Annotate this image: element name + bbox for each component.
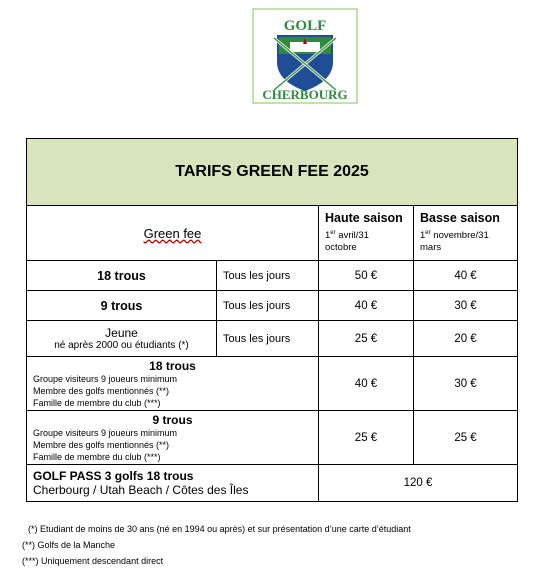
golf-pass-sub: Cherbourg / Utah Beach / Côtes des Îles [33, 483, 249, 497]
group-line: Membre des golfs mentionnés (**) [33, 439, 170, 450]
group-title: 9 trous [152, 412, 193, 427]
basse-saison-label: Basse saison [420, 211, 500, 225]
logo-top-text: GOLF [283, 18, 327, 34]
table-row [27, 261, 518, 291]
haute-saison-label: Haute saison [325, 211, 403, 225]
group-label [27, 411, 319, 465]
group-line: Membre des golfs mentionnés (**) [33, 385, 170, 396]
footnote-golfs: (**) Golfs de la Manche [22, 540, 116, 550]
jeune-sub: né après 2000 ou étudiants (*) [54, 340, 189, 351]
basse-saison-header [414, 206, 518, 261]
haute-price: 25 € [319, 411, 414, 465]
table-row [27, 357, 518, 411]
green-fee-label: Green fee [143, 225, 202, 241]
footnote-student: (*) Etudiant de moins de 30 ans (né en 1994 ou après) et sur présentation d’une carte d’étudiant [28, 524, 411, 534]
group-label [27, 357, 319, 411]
table-row [27, 465, 518, 502]
row-label: 18 trous [27, 261, 217, 291]
basse-price: 30 € [414, 291, 518, 321]
haute-price: 25 € [319, 321, 414, 357]
golf-pass-title: GOLF PASS 3 golfs 18 trous [33, 469, 194, 483]
row-label: 9 trous [27, 291, 217, 321]
haute-price: 40 € [319, 291, 414, 321]
group-line: Famille de membre du club (***) [33, 451, 161, 462]
row-days: Tous les jours [217, 261, 319, 291]
haute-saison-header [319, 206, 414, 261]
haute-price: 40 € [319, 357, 414, 411]
logo-bottom-text: CHERBOURG [262, 87, 348, 102]
table-row [27, 291, 518, 321]
footnotes [22, 521, 411, 569]
group-line: Famille de membre du club (***) [33, 397, 161, 408]
basse-price: 25 € [414, 411, 518, 465]
group-title: 18 trous [149, 358, 196, 373]
golf-pass-label [27, 465, 319, 502]
basse-price: 30 € [414, 357, 518, 411]
footnote-family: (***) Uniquement descendant direct [22, 556, 164, 566]
group-line: Groupe visiteurs 9 joueurs minimum [33, 373, 178, 384]
basse-price: 40 € [414, 261, 518, 291]
table-title: TARIFS GREEN FEE 2025 [27, 139, 518, 206]
golf-pass-price: 120 € [319, 465, 518, 502]
haute-price: 50 € [319, 261, 414, 291]
golf-cherbourg-logo [252, 8, 358, 104]
table-row [27, 321, 518, 357]
green-fee-table [26, 138, 518, 502]
green-fee-header [27, 206, 319, 261]
jeune-label: Jeune [105, 326, 138, 340]
basse-price: 20 € [414, 321, 518, 357]
row-days: Tous les jours [217, 321, 319, 357]
table-row [27, 411, 518, 465]
row-label [27, 321, 217, 357]
group-line: Groupe visiteurs 9 joueurs minimum [33, 427, 178, 438]
haute-saison-dates: 1er avril/31 octobre [325, 230, 369, 254]
basse-saison-dates: 1er novembre/31 mars [420, 230, 489, 254]
row-days: Tous les jours [217, 291, 319, 321]
